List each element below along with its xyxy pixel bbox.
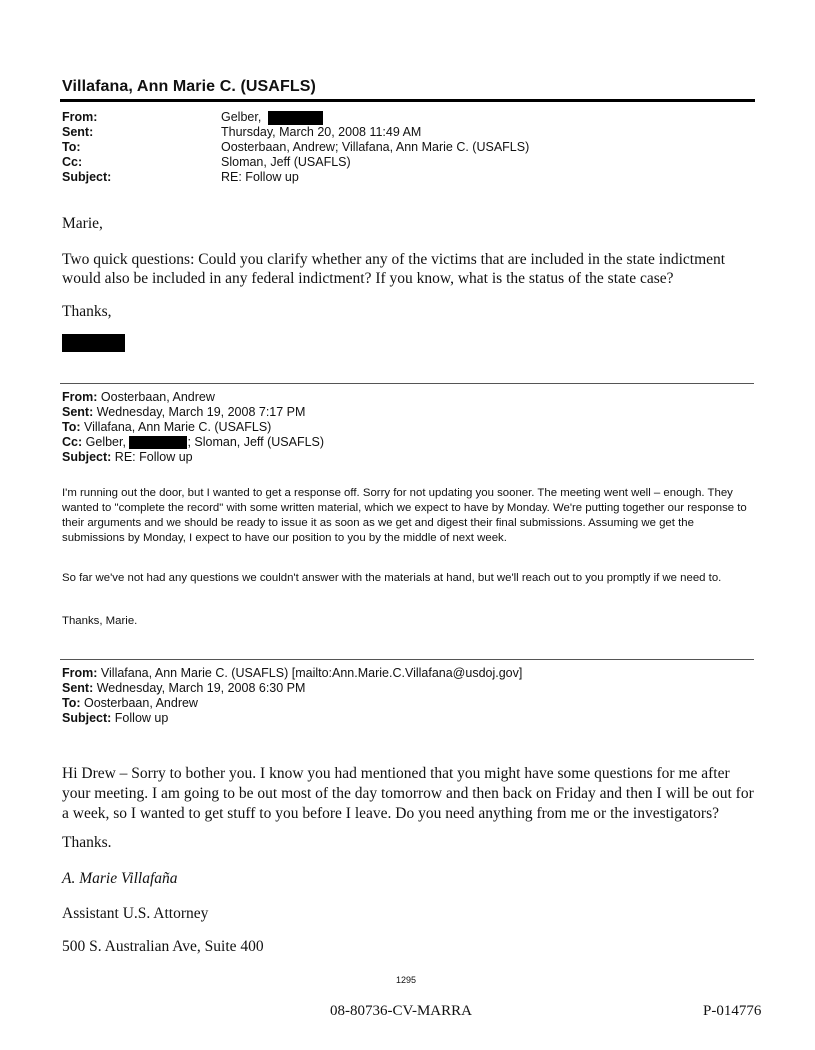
message2-closing: Thanks, Marie. xyxy=(62,615,138,627)
message3-from xyxy=(62,666,522,681)
message2-sent-value: Wednesday, March 19, 2008 7:17 PM xyxy=(96,405,306,419)
message3-to-label: To: xyxy=(62,696,81,710)
message3-to xyxy=(62,696,198,711)
header-from-label: From: xyxy=(62,110,98,124)
header-rule xyxy=(60,99,755,102)
mailbox-owner-title: Villafana, Ann Marie C. (USAFLS) xyxy=(62,78,316,95)
signature-redaction-block xyxy=(62,334,125,352)
header-from-name: Gelber, xyxy=(221,110,262,124)
header-cc-label: Cc: xyxy=(62,155,83,169)
message3-from-value: Villafana, Ann Marie C. (USAFLS) [mailto:Ann.Marie.C.Villafana@usdoj.gov] xyxy=(100,666,523,680)
signature-title: Assistant U.S. Attorney xyxy=(62,905,209,922)
message2-paragraph-2: So far we've not had any questions we couldn't answer with the materials at hand, but we'll reach out to you promptly if we need to. xyxy=(62,572,722,584)
message3-closing: Thanks. xyxy=(62,834,112,851)
header-subject-label: Subject: xyxy=(62,170,112,184)
signature-address: 500 S. Australian Ave, Suite 400 xyxy=(62,938,264,955)
message3-subject-label: Subject: xyxy=(62,711,112,725)
message2-cc-label: Cc: xyxy=(62,435,83,449)
header-from-value xyxy=(221,110,323,125)
header-sent-value: Thursday, March 20, 2008 11:49 AM xyxy=(221,125,422,139)
page-number: 1295 xyxy=(396,975,417,985)
redaction-block xyxy=(129,436,187,449)
message3-from-label: From: xyxy=(62,666,98,680)
signature-name: A. Marie Villafaña xyxy=(62,870,178,887)
message2-to xyxy=(62,420,271,435)
redaction-block xyxy=(268,111,323,125)
case-number: 08-80736-CV-MARRA xyxy=(330,1003,472,1019)
message2-to-value: Villafana, Ann Marie C. (USAFLS) xyxy=(84,420,272,434)
header-subject-value: RE: Follow up xyxy=(221,170,299,184)
message2-from-label: From: xyxy=(62,390,98,404)
message1-body: Two quick questions: Could you clarify whether any of the victims that are included in the state indictment would also be included in any federal indictment? If you know, what is the status of the state case? xyxy=(62,251,726,287)
message2-cc xyxy=(62,435,324,450)
message3-subject xyxy=(62,711,168,726)
message3-sent-label: Sent: xyxy=(62,681,94,695)
message2-subject-label: Subject: xyxy=(62,450,112,464)
header-sent-label: Sent: xyxy=(62,125,94,139)
message3-subject-value: Follow up xyxy=(114,711,169,725)
header-cc-value: Sloman, Jeff (USAFLS) xyxy=(221,155,351,169)
message2-paragraph-1: I'm running out the door, but I wanted to get a response off. Sorry for not updating you sooner. The meeting went well – enough. They wanted to "complete the record" with some written material, which we expect to have by Monday. We're putting together our response to their arguments and we should be ready to issue it as soon as we get and digest their final submissions. Assuming we get the submissions by Monday, I expect to have our position to you by the middle of next week. xyxy=(62,487,747,544)
message2-subject-value: RE: Follow up xyxy=(114,450,193,464)
message2-from-value: Oosterbaan, Andrew xyxy=(100,390,215,404)
message-separator xyxy=(60,659,754,660)
message2-from xyxy=(62,390,215,405)
header-to-label: To: xyxy=(62,140,81,154)
message-separator xyxy=(60,383,754,384)
message3-sent xyxy=(62,681,305,696)
message2-sent-label: Sent: xyxy=(62,405,94,419)
message3-body: Hi Drew – Sorry to bother you. I know you had mentioned that you might have some questions for me after your meeting. I am going to be out most of the day tomorrow and then back on Friday and then I will be out for a week, so I wanted to get stuff to you before I leave. Do you need anything from me or the investigators? xyxy=(62,765,754,822)
message3-sent-value: Wednesday, March 19, 2008 6:30 PM xyxy=(96,681,306,695)
message1-closing: Thanks, xyxy=(62,303,112,320)
bates-number: P-014776 xyxy=(703,1003,762,1019)
message2-cc-name-b: ; Sloman, Jeff (USAFLS) xyxy=(187,435,325,449)
message3-to-value: Oosterbaan, Andrew xyxy=(84,696,198,710)
message1-greeting: Marie, xyxy=(62,215,103,232)
message2-sent xyxy=(62,405,305,420)
message2-to-label: To: xyxy=(62,420,81,434)
message2-subject xyxy=(62,450,193,465)
header-to-value: Oosterbaan, Andrew; Villafana, Ann Marie C. (USAFLS) xyxy=(221,140,530,154)
message2-cc-name-a: Gelber, xyxy=(85,435,126,449)
